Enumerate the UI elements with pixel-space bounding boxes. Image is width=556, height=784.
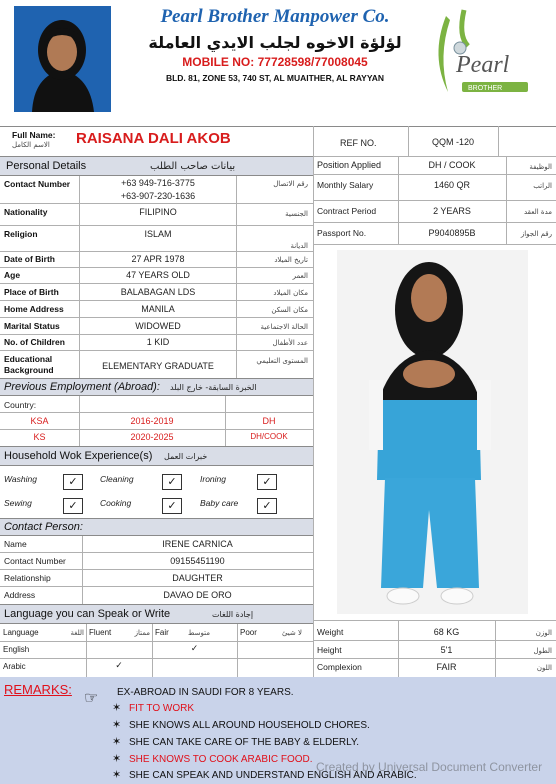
star-bullet-icon: ✶: [112, 719, 122, 731]
company-mobile: MOBILE NO: 77728598/77008045: [182, 55, 368, 69]
place-of-birth-label-arabic: مكان الميلاد: [273, 289, 308, 297]
skill-ironing-label: Ironing: [200, 474, 226, 484]
employment-country-1: KSA: [30, 416, 49, 426]
lang-english-label: English: [3, 645, 30, 654]
home-address-value: MANILA: [141, 304, 175, 314]
contact-phone-label: Contact Number: [4, 556, 66, 566]
divider: [0, 300, 313, 301]
ref-value: QQM -120: [431, 137, 474, 147]
divider: [236, 176, 237, 378]
skill-washing-check: ✓: [63, 474, 83, 490]
remark-6: SHE CAN SPEAK AND UNDERSTAND ENGLISH AND ARABIC.: [129, 770, 417, 781]
skill-ironing-check: ✓: [257, 474, 277, 490]
divider: [495, 620, 496, 677]
household-title-arabic: خبرات العمل: [164, 452, 208, 461]
complexion-label-arabic: اللون: [536, 664, 552, 672]
divider: [0, 350, 313, 351]
divider: [0, 334, 313, 335]
lang-head-fair: Fair: [155, 628, 169, 637]
skill-baby-care-check: ✓: [257, 498, 277, 514]
date-of-birth-value: 27 APR 1978: [131, 254, 185, 264]
household-title: Household Wok Experience(s): [4, 450, 153, 462]
divider: [313, 174, 556, 175]
education-label-arabic: المستوى التعليمي: [256, 357, 308, 365]
weight-label: Weight: [317, 627, 344, 637]
full-name-value: RAISANA DALI AKOB: [76, 130, 231, 147]
passport-label: Passport No.: [317, 228, 367, 238]
language-header: [0, 604, 313, 624]
marital-status-label: Marital Status: [4, 321, 60, 331]
religion-label-arabic: الديانة: [290, 242, 308, 250]
divider: [0, 641, 313, 642]
weight-label-arabic: الوزن: [535, 629, 552, 637]
company-name-arabic: لؤلؤة الاخوه لجلب الايدي العاملة: [148, 33, 402, 52]
date-of-birth-label: Date of Birth: [4, 254, 55, 264]
star-bullet-icon: ✶: [112, 736, 122, 748]
employment-period-1: 2016-2019: [130, 416, 174, 426]
employment-period-2: 2020-2025: [130, 432, 174, 442]
monthly-salary-label-arabic: الراتب: [533, 182, 552, 190]
children-value: 1 KID: [146, 337, 170, 347]
remark-1: EX-ABROAD IN SAUDI FOR 8 YEARS.: [117, 687, 294, 698]
lang-arabic-label: Arabic: [3, 662, 26, 671]
children-label: No. of Children: [4, 337, 65, 347]
contact-number-2: +63-907-230-1636: [120, 191, 196, 201]
height-label: Height: [317, 645, 342, 655]
age-label: Age: [4, 270, 21, 280]
divider: [0, 251, 313, 252]
contract-period-label-arabic: مدة العقد: [524, 208, 552, 216]
divider: [313, 620, 556, 621]
contact-phone-value: 09155451190: [170, 556, 225, 566]
divider: [0, 569, 313, 570]
contact-person-title: Contact Person:: [4, 521, 83, 533]
skill-cooking-check: ✓: [162, 498, 182, 514]
divider: [0, 317, 313, 318]
contact-person-header: [0, 518, 313, 536]
lang-head-fluent-arabic: ممتاز: [134, 629, 150, 637]
divider: [0, 586, 313, 587]
religion-value: ISLAM: [144, 229, 172, 239]
lang-head-poor-arabic: لا شيئ: [281, 629, 302, 637]
divider: [498, 126, 499, 156]
lang-arabic-fluent: ✓: [115, 660, 123, 670]
skill-cooking-label: Cooking: [100, 498, 132, 508]
home-address-label: Home Address: [4, 304, 64, 314]
divider: [0, 283, 313, 284]
nationality-value: FILIPINO: [139, 207, 177, 217]
complexion-value: FAIR: [436, 662, 457, 672]
religion-label: Religion: [4, 229, 38, 239]
remark-2: FIT TO WORK: [129, 703, 195, 714]
skill-sewing-check: ✓: [63, 498, 83, 514]
lang-head-language: Language: [3, 628, 39, 637]
lang-head-fair-arabic: متوسط: [188, 629, 210, 637]
divider: [237, 624, 238, 677]
contact-number-label: Contact Number: [4, 179, 71, 189]
company-logo: [428, 6, 548, 106]
full-body-photo: [337, 250, 528, 614]
skill-cleaning-check: ✓: [162, 474, 182, 490]
contact-number-label-arabic: رقم الاتصال: [273, 180, 308, 188]
complexion-label: Complexion: [317, 662, 362, 672]
remark-5: SHE KNOWS TO COOK ARABIC FOOD.: [129, 754, 313, 765]
remark-4: SHE CAN TAKE CARE OF THE BABY & ELDERLY.: [129, 737, 360, 748]
company-name: Pearl Brother Manpower Co.: [160, 6, 390, 27]
divider: [313, 658, 556, 659]
divider: [0, 658, 313, 659]
contact-name-label: Name: [4, 539, 27, 549]
logo-subtext: BROTHER: [468, 85, 503, 92]
divider: [0, 126, 556, 127]
marital-status-value: WIDOWED: [135, 321, 181, 331]
passport-label-arabic: رقم الجواز: [520, 230, 552, 238]
position-applied-label-arabic: الوظيفة: [529, 163, 552, 171]
position-applied-value: DH / COOK: [428, 160, 476, 170]
place-of-birth-label: Place of Birth: [4, 287, 59, 297]
place-of-birth-value: BALABAGAN LDS: [120, 287, 196, 297]
height-label-arabic: الطول: [533, 647, 552, 655]
contract-period-label: Contract Period: [317, 206, 377, 216]
ref-label: REF NO.: [340, 138, 377, 148]
divider: [313, 200, 556, 201]
divider: [313, 156, 556, 157]
star-bullet-icon: ✶: [112, 753, 122, 765]
company-address: BLD. 81, ZONE 53, 740 ST, AL MUAITHER, AL RAYYAN: [165, 73, 385, 83]
nationality-label-arabic: الجنسية: [285, 210, 308, 218]
logo-text: Pearl: [456, 52, 510, 78]
age-label-arabic: العمر: [292, 272, 308, 280]
divider: [313, 620, 314, 677]
divider: [313, 156, 314, 620]
lang-head-fluent: Fluent: [89, 628, 112, 637]
contract-period-value: 2 YEARS: [433, 206, 471, 216]
language-title-arabic: إجادة اللغات: [212, 610, 254, 619]
pointing-hand-icon: ☞: [84, 690, 99, 707]
employment-position-2: DH/COOK: [250, 432, 288, 441]
divider: [0, 225, 313, 226]
divider: [313, 244, 556, 245]
divider: [313, 640, 556, 641]
nationality-label: Nationality: [4, 207, 48, 217]
marital-status-label-arabic: الحالة الاجتماعية: [260, 323, 308, 331]
home-address-label-arabic: مكان السكن: [271, 306, 308, 314]
contact-address-label: Address: [4, 590, 36, 600]
skill-baby-care-label: Baby care: [200, 498, 239, 508]
language-title: Language you can Speak or Write: [4, 608, 171, 620]
skill-cleaning-label: Cleaning: [100, 474, 134, 484]
employment-country-2: KS: [33, 432, 46, 442]
position-applied-label: Position Applied: [317, 160, 382, 170]
remarks-title: REMARKS:: [4, 682, 72, 697]
contact-address-value: DAVAO DE ORO: [163, 590, 232, 600]
date-of-birth-label-arabic: تاريخ الميلاد: [274, 256, 308, 264]
converter-watermark: Created by Universal Document Converter: [316, 760, 543, 774]
lang-head-language-arabic: اللغة: [70, 629, 84, 637]
divider: [0, 429, 313, 430]
employment-position-1: DH: [262, 416, 276, 426]
personal-details-title-arabic: بيانات صاحب الطلب: [150, 161, 236, 172]
personal-details-title: Personal Details: [6, 160, 87, 172]
star-bullet-icon: ✶: [112, 769, 122, 781]
passport-value: P9040895B: [428, 228, 476, 238]
employment-title-arabic: الخبرة السابقة- خارج البلد: [170, 383, 257, 392]
weight-value: 68 KG: [433, 627, 460, 637]
employment-title: Previous Employment (Abroad):: [4, 381, 160, 393]
contact-relationship-value: DAUGHTER: [172, 573, 223, 583]
divider: [313, 126, 314, 156]
divider: [313, 222, 556, 223]
lang-english-fair: ✓: [190, 643, 199, 653]
monthly-salary-value: 1460 QR: [433, 180, 471, 190]
star-bullet-icon: ✶: [112, 702, 122, 714]
personal-details-header: [0, 156, 313, 176]
divider: [0, 203, 313, 204]
skill-sewing-label: Sewing: [4, 498, 32, 508]
divider: [0, 267, 313, 268]
divider: [0, 552, 313, 553]
skill-washing-label: Washing: [4, 474, 37, 484]
divider: [0, 412, 313, 413]
contact-name-value: IRENE CARNICA: [162, 539, 233, 549]
children-label-arabic: عدد الأطفال: [272, 339, 308, 347]
country-label: Country:: [4, 400, 37, 410]
household-header: [0, 446, 313, 466]
age-value: 47 YEARS OLD: [126, 270, 190, 280]
employment-header: [0, 378, 313, 396]
education-value: ELEMENTARY GRADUATE: [102, 361, 214, 371]
full-name-label: Full Name:: [12, 130, 56, 140]
headshot-photo: [14, 6, 111, 112]
lang-head-poor: Poor: [240, 628, 257, 637]
education-label: Educational Background: [4, 354, 54, 375]
remark-3: SHE KNOWS ALL AROUND HOUSEHOLD CHORES.: [129, 720, 370, 731]
monthly-salary-label: Monthly Salary: [317, 180, 374, 190]
contact-number-1: +63 949-716-3775: [121, 178, 195, 188]
full-name-label-arabic: الاسم الكامل: [12, 141, 50, 149]
height-value: 5'1: [440, 645, 453, 655]
contact-relationship-label: Relationship: [4, 573, 51, 583]
